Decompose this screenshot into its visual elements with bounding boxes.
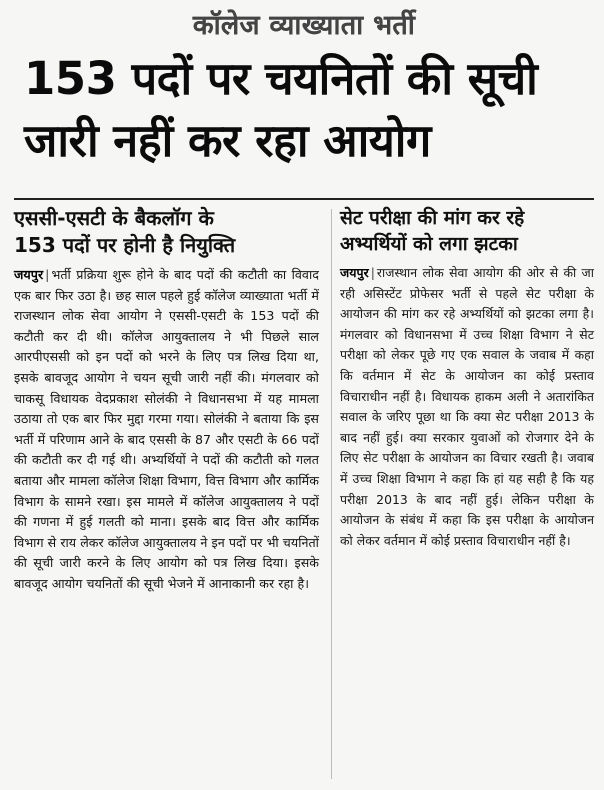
- headline-line-1: 153 पदों पर चयनितों की सूची: [24, 52, 538, 105]
- kicker-row: [14, 8, 594, 44]
- right-subhead-line-1: सेट परीक्षा की मांग कर रहे: [340, 207, 525, 229]
- left-dateline-separator: |: [45, 267, 50, 282]
- kicker: कॉलेज व्याख्याता भर्ती: [192, 10, 416, 41]
- right-body-text: राजस्थान लोक सेवा आयोग की ओर से की जा रही असिस्टेंट प्रोफेसर भर्ती से पहले सेट परीक्षा के आयोजन की मांग कर रहे अभ्यर्थियों को झटका लगा है। मंगलवार को विधानसभा में उच्च शिक्षा विभाग ने सेट परीक्षा को लेकर पूछे गए एक सवाल के जवाब में कहा कि वर्तमान में सेट के आयोजन का कोई प्रस्ताव विचाराधीन नहीं है। विधायक हाकम अली ने अतारांकित सवाल के जरिए पूछा था कि क्या सेट परीक्षा 2013 के बाद नहीं हुई। क्या सरकार युवाओं को रोजगार देने के लिए सेट परीक्षा के आयोजन का विचार रखती है। जवाब में उच्च शिक्षा विभाग ने कहा कि हां यह सही है कि यह परीक्षा 2013 के बाद नहीं हुई। लेकिन परीक्षा के आयोजन के संबंध में कहा कि इस परीक्षा के आयोजन को लेकर वर्तमान में कोई प्रस्ताव विचाराधीन नहीं है।: [340, 265, 594, 548]
- column-divider: [331, 209, 332, 779]
- left-subhead-line-2: 153 पदों पर होनी है नियुक्ति: [14, 233, 236, 257]
- left-story-subhead: [14, 205, 319, 259]
- left-body-text: भर्ती प्रक्रिया शुरू होने के बाद पदों की कटौती का विवाद एक बार फिर उठा है। छह साल पहले हुई कॉलेज व्याख्याता भर्ती में राजस्थान लोक सेवा आयोग ने एससी-एसटी के 153 पदों की कटौती कर दी थी। कॉलेज आयुक्तालय ने भी पिछले साल आरपीएससी को इन पदों को भरने के लिए पत्र लिख दिया था, इसके बावजूद आयोग ने चयन सूची जारी नहीं की। मंगलवार को चाकसू विधायक वेदप्रकाश सोलंकी ने विधानसभा में यह मामला उठाया तो एक बार फिर मुद्दा गरमा गया। सोलंकी ने बताया कि इस भर्ती में परिणाम आने के बाद एससी के 87 और एसटी के 66 पदों की कटौती कर दी गई थी। अभ्यर्थियों ने पदों की कटौती को गलत बताया और मामला कॉलेज शिक्षा विभाग, वित्त विभाग और कार्मिक विभाग के सामने रखा। इस मामले में कॉलेज आयुक्तालय ने पदों की गणना में हुई गलती को माना। इसके बाद वित्त और कार्मिक विभाग से राय लेकर कॉलेज आयुक्तालय ने इन पदों पर भी चयनितों की सूची जारी करने के लिए आयोग को पत्र लिख दिया। इसके बावजूद आयोग चयनितों की सूची भेजने में आनाकानी कर रहा है।: [14, 267, 319, 591]
- right-subhead-line-2: अभ्यर्थियों को लगा झटका: [340, 233, 518, 255]
- headline-rule: [14, 198, 594, 200]
- story-columns: [14, 205, 594, 790]
- left-dateline: जयपुर: [14, 267, 44, 282]
- left-subhead-line-1: एससी-एसटी के बैकलॉग के: [14, 206, 214, 230]
- right-story: [340, 205, 594, 551]
- headline-line-2: जारी नहीं कर रहा आयोग: [24, 114, 431, 167]
- right-story-subhead: [340, 205, 594, 257]
- left-story: [14, 205, 319, 595]
- right-dateline: जयपुर: [340, 265, 369, 280]
- headline: [14, 48, 594, 172]
- right-dateline-separator: |: [370, 265, 375, 280]
- right-story-body: [340, 263, 594, 551]
- left-story-body: [14, 265, 319, 595]
